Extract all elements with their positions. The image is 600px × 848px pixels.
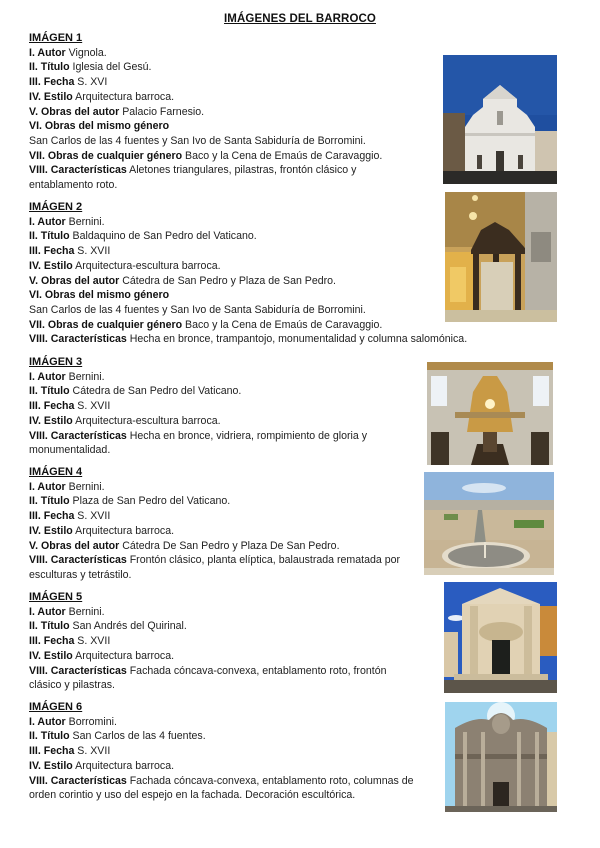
field-label: I. Autor: [29, 480, 66, 493]
field-estilo: [29, 259, 499, 274]
field-value: Hecha en bronce, trampantojo, monumentalidad y columna salomónica.: [126, 333, 468, 346]
field-fecha: [29, 244, 499, 259]
field-obras-autor: [29, 539, 419, 554]
photo-san-andres-quirinal: [444, 582, 557, 693]
field-value: Arquitectura barroca.: [72, 759, 175, 772]
field-estilo: [29, 524, 419, 539]
section-imagen-3: [29, 355, 419, 458]
photo-iglesia-del-gesu: [443, 55, 557, 184]
field-obras-autor: [29, 274, 499, 289]
field-autor: [29, 46, 419, 61]
field-label: IV. Estilo: [29, 90, 73, 103]
field-value: Vignola.: [65, 46, 107, 59]
field-fecha: [29, 75, 419, 90]
field-value: Iglesia del Gesú.: [69, 61, 152, 74]
field-label: II. Título: [29, 61, 70, 74]
field-value: Cátedra De San Pedro y Plaza De San Pedro.: [119, 539, 340, 552]
field-value: Fachada cóncava-convexa, entablamento roto, columnas de orden corintio y uso del espejo en la fachada. Decoración escultórica.: [29, 774, 414, 802]
field-value: Palacio Farnesio.: [119, 105, 205, 118]
field-obras-mismo-genero: [29, 119, 419, 134]
field-caracteristicas: [29, 553, 419, 582]
field-titulo: [29, 729, 419, 744]
field-value: Aletones triangulares, pilastras, frontón clásico y entablamento roto.: [29, 164, 357, 192]
field-fecha: [29, 509, 419, 524]
field-label: I. Autor: [29, 370, 66, 383]
section-imagen-1: [29, 31, 419, 193]
photo-san-carlos-cuatro-fuentes: [445, 702, 557, 812]
section-imagen-2: [29, 200, 499, 347]
field-label: IV. Estilo: [29, 649, 73, 662]
field-value: Arquitectura barroca.: [72, 524, 175, 537]
field-value: Arquitectura barroca.: [72, 90, 175, 103]
photo-catedra-san-pedro: [427, 362, 553, 465]
field-value: Bernini.: [65, 370, 105, 383]
field-value: Arquitectura-escultura barroca.: [72, 259, 221, 272]
field-value: Baldaquino de San Pedro del Vaticano.: [69, 230, 257, 243]
field-label: VIII. Características: [29, 664, 127, 677]
field-value: Plaza de San Pedro del Vaticano.: [69, 495, 231, 508]
field-label: VIII. Características: [29, 554, 127, 567]
field-value: S. XVII: [74, 400, 111, 413]
field-estilo: [29, 90, 419, 105]
field-autor: [29, 480, 419, 495]
field-label: V. Obras del autor: [29, 274, 120, 287]
field-value: Baco y la Cena de Emaús de Caravaggio.: [182, 149, 383, 162]
field-value: Hecha en bronce, vidriera, rompimiento de gloria y monumentalidad.: [29, 429, 368, 457]
field-fecha: [29, 744, 419, 759]
field-estilo: [29, 649, 419, 664]
field-value: S. XVII: [74, 245, 111, 258]
field-autor: [29, 605, 419, 620]
field-value: Baco y la Cena de Emaús de Caravaggio.: [182, 318, 383, 331]
field-label: VIII. Características: [29, 774, 127, 787]
field-obras-mismo-genero-value: [29, 303, 499, 318]
field-value: Bernini.: [65, 605, 105, 618]
field-value: Arquitectura barroca.: [72, 649, 175, 662]
field-label: VI. Obras del mismo género: [29, 289, 170, 302]
field-label: IV. Estilo: [29, 759, 73, 772]
field-label: II. Título: [29, 730, 70, 743]
field-value: Frontón clásico, planta elíptica, balaustrada rematada por esculturas y tetrástilo.: [29, 554, 401, 581]
field-label: III. Fecha: [29, 745, 75, 758]
section-heading: IMÁGEN 5: [29, 591, 83, 603]
field-value: Borromini.: [65, 715, 117, 728]
section-heading: IMÁGEN 4: [29, 466, 83, 478]
field-value: S. XVII: [74, 745, 111, 758]
field-label: IV. Estilo: [29, 259, 73, 272]
field-label: II. Título: [29, 620, 70, 633]
field-obras-mismo-genero: [29, 288, 499, 303]
field-label: VII. Obras de cualquier género: [29, 149, 183, 162]
field-caracteristicas: [29, 429, 394, 458]
field-caracteristicas: [29, 664, 419, 693]
section-imagen-6: [29, 700, 419, 803]
field-label: VIII. Características: [29, 333, 127, 346]
section-heading: IMÁGEN 6: [29, 701, 83, 713]
section-heading: IMÁGEN 2: [29, 201, 83, 213]
field-value: San Andrés del Quirinal.: [69, 620, 187, 633]
field-label: IV. Estilo: [29, 414, 73, 427]
field-label: V. Obras del autor: [29, 105, 120, 118]
field-label: II. Título: [29, 495, 70, 508]
field-value: S. XVII: [74, 510, 111, 523]
field-label: III. Fecha: [29, 245, 75, 258]
field-label: II. Título: [29, 385, 70, 398]
field-titulo: [29, 229, 499, 244]
field-value: Fachada cóncava-convexa, entablamento roto, frontón clásico y pilastras.: [29, 664, 387, 692]
field-caracteristicas: [29, 774, 439, 803]
field-fecha: [29, 634, 419, 649]
field-label: II. Título: [29, 230, 70, 243]
field-value: San Carlos de las 4 fuentes y San Ivo de Santa Sabiduría de Borromini.: [29, 303, 366, 316]
field-titulo: [29, 384, 419, 399]
field-titulo: [29, 619, 419, 634]
field-label: III. Fecha: [29, 76, 75, 89]
field-label: VIII. Características: [29, 429, 127, 442]
field-value: Bernini.: [65, 480, 105, 493]
field-obras-mismo-genero-value: [29, 134, 469, 149]
section-heading: IMÁGEN 3: [29, 356, 83, 368]
field-caracteristicas: [29, 163, 419, 192]
field-label: VIII. Características: [29, 164, 127, 177]
field-label: III. Fecha: [29, 510, 75, 523]
field-value: Cátedra de San Pedro y Plaza de San Pedro.: [119, 274, 337, 287]
field-titulo: [29, 60, 419, 75]
field-value: Arquitectura-escultura barroca.: [72, 414, 221, 427]
field-value: Bernini.: [65, 215, 105, 228]
field-autor: [29, 215, 499, 230]
field-label: I. Autor: [29, 715, 66, 728]
section-imagen-5: [29, 590, 419, 693]
field-label: IV. Estilo: [29, 524, 73, 537]
section-heading: IMÁGEN 1: [29, 32, 83, 44]
field-label: I. Autor: [29, 215, 66, 228]
field-obras-cualquier-genero: [29, 318, 499, 333]
field-label: III. Fecha: [29, 400, 75, 413]
photo-baldaquino: [445, 192, 557, 322]
field-estilo: [29, 759, 419, 774]
field-estilo: [29, 414, 419, 429]
field-label: V. Obras del autor: [29, 539, 120, 552]
field-label: VI. Obras del mismo género: [29, 120, 170, 133]
photo-plaza-san-pedro: [424, 472, 554, 575]
field-titulo: [29, 494, 419, 509]
field-label: I. Autor: [29, 605, 66, 618]
field-value: Cátedra de San Pedro del Vaticano.: [69, 385, 242, 398]
field-value: S. XVII: [74, 635, 111, 648]
document-title: IMÁGENES DEL BARROCO: [224, 13, 376, 25]
field-label: I. Autor: [29, 46, 66, 59]
field-value: San Carlos de las 4 fuentes y San Ivo de Santa Sabiduría de Borromini.: [29, 134, 366, 147]
field-caracteristicas: [29, 332, 499, 347]
field-obras-cualquier-genero: [29, 149, 469, 164]
field-obras-autor: [29, 105, 419, 120]
field-value: S. XVI: [74, 76, 108, 89]
field-value: San Carlos de las 4 fuentes.: [69, 730, 206, 743]
field-autor: [29, 715, 419, 730]
field-label: VII. Obras de cualquier género: [29, 318, 183, 331]
field-autor: [29, 370, 419, 385]
section-imagen-4: [29, 465, 419, 583]
field-label: III. Fecha: [29, 635, 75, 648]
field-fecha: [29, 399, 419, 414]
